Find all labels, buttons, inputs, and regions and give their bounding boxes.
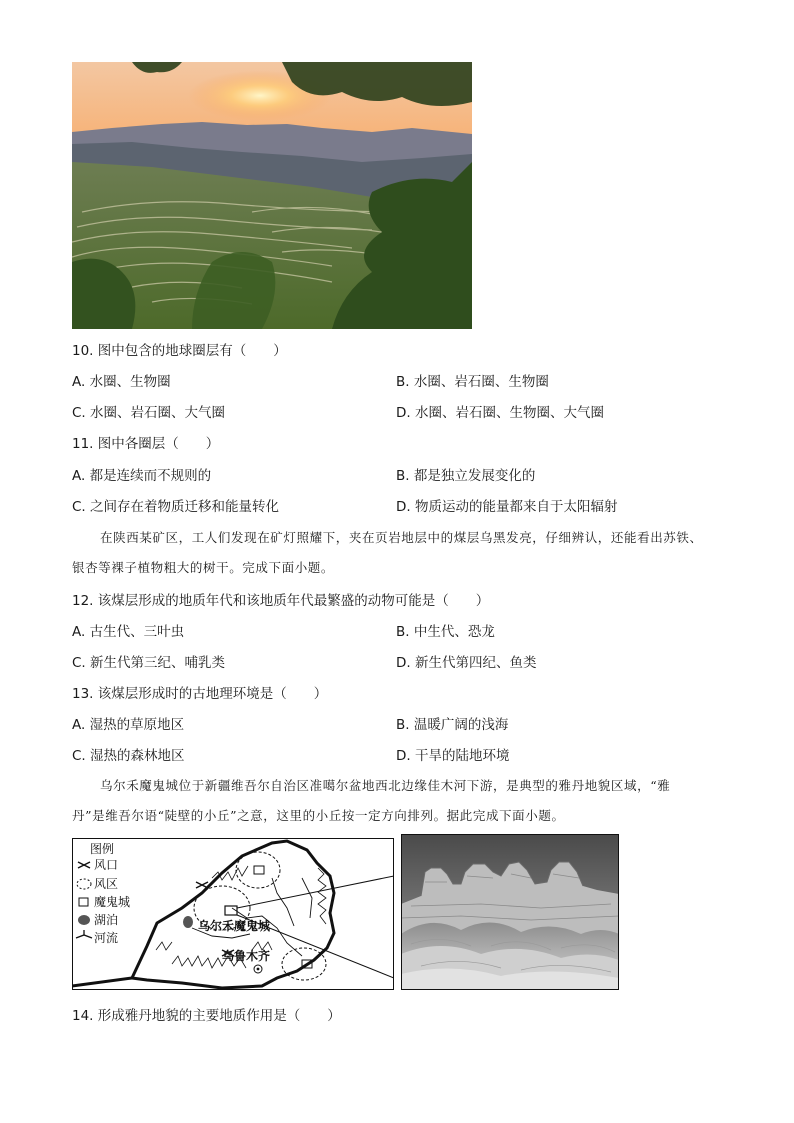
question-13-option-c: C. 湿热的森林地区 (72, 748, 185, 764)
question-12-option-d: D. 新生代第四纪、鱼类 (396, 655, 537, 671)
question-11-option-b: B. 都是独立发展变化的 (396, 468, 536, 484)
question-12-option-b: B. 中生代、恐龙 (396, 624, 495, 640)
question-11-stem: 11. 图中各圈层（ ） (72, 436, 220, 452)
question-10-option-c: C. 水圈、岩石圈、大气圈 (72, 405, 226, 421)
yardang-landform-photo (401, 834, 619, 990)
question-13-option-b: B. 温暖广阔的浅海 (396, 717, 509, 733)
question-14-stem: 14. 形成雅丹地貌的主要地质作用是（ ） (72, 1008, 341, 1024)
lake (183, 916, 193, 928)
legend-wind-zone: 风区 (94, 877, 119, 891)
wuerhe-location-map (72, 838, 394, 990)
lake-icon (78, 915, 90, 925)
question-10-stem: 10. 图中包含的地球圈层有（ ） (72, 343, 287, 359)
question-13-stem: 13. 该煤层形成时的古地理环境是（ ） (72, 686, 328, 702)
question-10-option-d: D. 水圈、岩石圈、生物圈、大气圈 (396, 405, 604, 421)
question-12-option-a: A. 古生代、三叶虫 (72, 624, 185, 640)
passage-1-line-1: 在陕西某矿区，工人们发现在矿灯照耀下，夹在页岩地层中的煤层乌黑发亮，仔细辨认，还能看出苏铁、 (100, 530, 703, 545)
legend-ghost-city: 魔鬼城 (94, 895, 131, 909)
question-12-stem: 12. 该煤层形成的地质年代和该地质年代最繁盛的动物可能是（ ） (72, 593, 490, 609)
question-11-option-c: C. 之间存在着物质迁移和能量转化 (72, 499, 280, 515)
passage-2-line-2: 丹”是维吾尔语“陡壁的小丘”之意，这里的小丘按一定方向排列。据此完成下面小题。 (72, 808, 565, 823)
label-urumqi: 乌鲁木齐 (222, 949, 271, 963)
passage-2-line-1: 乌尔禾魔鬼城位于新疆维吾尔自治区准噶尔盆地西北边缘佳木河下游，是典型的雅丹地貌区域，“雅 (100, 778, 671, 793)
question-11-option-a: A. 都是连续而不规则的 (72, 468, 212, 484)
question-13-option-a: A. 湿热的草原地区 (72, 717, 185, 733)
legend-wind-gap: 风口 (94, 858, 119, 872)
question-10-option-b: B. 水圈、岩石圈、生物圈 (396, 374, 549, 390)
legend-title: 图例 (90, 842, 115, 856)
question-11-option-d: D. 物质运动的能量都来自于太阳辐射 (396, 499, 618, 515)
terrace-landscape-photo (72, 62, 472, 329)
passage-1-line-2: 银杏等裸子植物粗大的树干。完成下面小题。 (72, 560, 335, 575)
legend-river: 河流 (94, 931, 119, 945)
label-wuerhe-ghost-city: 乌尔禾魔鬼城 (198, 919, 271, 933)
question-13-option-d: D. 干旱的陆地环境 (396, 748, 510, 764)
legend-lake: 湖泊 (94, 913, 119, 927)
question-12-option-c: C. 新生代第三纪、哺乳类 (72, 655, 226, 671)
question-10-option-a: A. 水圈、生物圈 (72, 374, 171, 390)
